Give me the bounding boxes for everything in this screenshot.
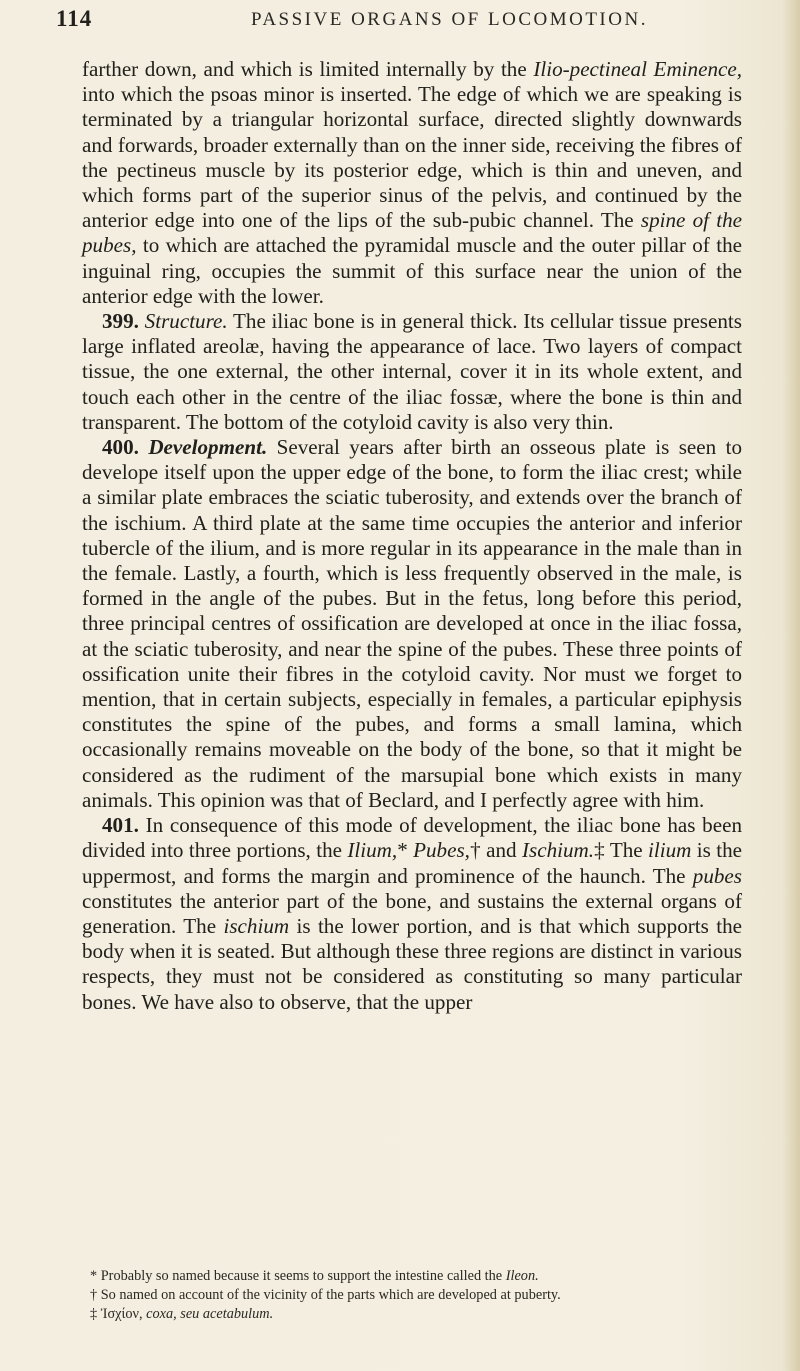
page-edge-shadow [782, 0, 800, 1371]
section-number: 399. [102, 309, 139, 334]
paragraph-401: 401. In consequence of this mode of development, the iliac bone has been divided into three portions, the Ilium,* Pubes,† and Ischium.‡ The ilium is the uppermost, and forms the margin and prominence of the haunch. The pubes constitutes the anterior part of the bone, and sustains the external organs of generation. The ischium is the lower portion, and is that which supports the body when it is seated. But although these three regions are distinct in various respects, they must not be considered as constituting so many particular bones. We have also to observe, that the upper [82, 813, 743, 1014]
body-text [82, 57, 742, 1015]
footnote-1: * Probably so named because it seems to support the intestine called the Ileon. [90, 1268, 539, 1284]
section-heading: Structure. [144, 309, 228, 334]
term-ilio-pectineal: Ilio-pectineal Eminence, [533, 57, 742, 81]
running-head: PASSIVE ORGANS OF LOCOMOTION. [251, 9, 648, 30]
footnote-ref: ‡ [594, 838, 605, 863]
section-number: 401. [102, 813, 139, 838]
footnote-2: † So named on account of the vicinity of the parts which are developed at puberty. [90, 1287, 561, 1303]
paragraph-400: 400. Development. Several years after birth an osseous plate is seen to develope itself upon the upper edge of the bone, to form the iliac crest; while a similar plate embraces the sciatic tuberosity, and extends over the branch of the ischium. A third plate at the same time occupies the anterior and inferior tubercle of the ilium, and is more regular in its appearance in the male than in the female. Lastly, a fourth, which is less frequently observed in the male, is formed in the angle of the pubes. But in the fetus, long before this period, three principal centres of ossification are developed at once in the iliac fossa, at the sciatic tuberosity, and near the spine of the pubes. These three points of ossification unite their fibres in the cotyloid cavity. Nor must we forget to mention, that in certain subjects, especially in females, a particular epiphysis constitutes the spine of the pubes, and forms a small lamina, which occasionally remains moveable on the body of the bone, so that it might be considered as the rudiment of the marsupial bone which exists in many animals. This opinion was that of Beclard, and I perfectly agree with him. [82, 435, 742, 812]
term-spine-of-pubes: spine of the pubes, [82, 208, 743, 258]
paragraph-continued: farther down, and which is limited internally by the Ilio-pectineal Eminence, into which the psoas minor is inserted. The edge of which we are speaking is terminated by a triangular horizontal surface, directed slightly downwards and forwards, broader externally than on the inner side, receiving the fibres of the pectineus muscle by its posterior edge, which is thin and uneven, and which forms part of the superior sinus of the pelvis, and continued by the anterior edge into one of the lips of the sub-pubic channel. The spine of the pubes, to which are attached the pyramidal muscle and the outer pillar of the inguinal ring, occupies the summit of this surface near the union of the anterior edge with the lower. [82, 57, 743, 308]
section-heading: Development. [148, 435, 268, 460]
footnotes [82, 1267, 742, 1324]
footnote-ref: * [397, 838, 408, 863]
footnote-3: ‡ Ἰσχίον, coxa, seu acetabulum. [90, 1306, 274, 1322]
section-number: 400. [102, 435, 139, 460]
footnote-ref: † [469, 838, 481, 863]
page-header [56, 4, 746, 34]
page-number: 114 [56, 6, 93, 31]
paragraph-399: 399. Structure. The iliac bone is in general thick. Its cellular tissue presents large inflated areolæ, having the appearance of lace. Two layers of compact tissue, the one external, the other internal, cover it in its whole extent, and touch each other in the centre of the iliac fossæ, where the bone is thin and transparent. The bottom of the cotyloid cavity is also very thin. [82, 309, 742, 434]
